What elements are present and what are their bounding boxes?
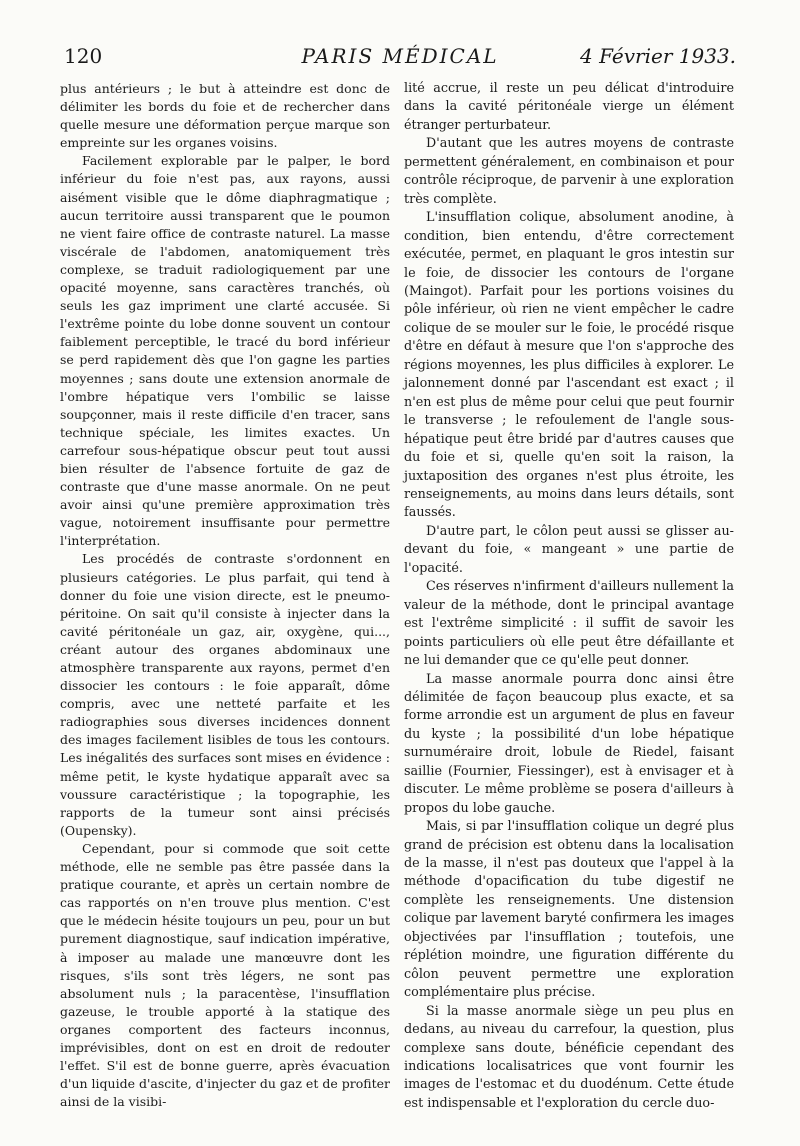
paragraph: Si la masse anormale siège un peu plus en dedans, au niveau du carrefour, la question, plus complexe sans doute, bénéficie cependant des indications localisatrices que vont fournir les images de l'estomac et du duodénum. Cette étude est indispensable et l'exploration du cercle duo- — [404, 1003, 734, 1111]
paragraph: Cependant, pour si commode que soit cette méthode, elle ne semble pas être passée dans la pratique courante, et après un certain nombre de cas rapportés on n'en trouve plus mention. C'est que le médecin hésite toujours un peu, pour un but purement diagnostique, sauf indication impérative, à imposer au malade une manœuvre dont les risques, s'ils sont très légers, ne sont pas absolument nuls ; la paracentèse, l'insufflation gazeuse, le trouble apporté à la statique des organes comportent des facteurs inconnus, imprévisibles, dont on est en droit de redouter l'effet. S'il est de bonne guerre, après évacuation d'un liquide d'ascite, d'injecter du gaz et de profiter ainsi de la visibi- — [60, 840, 390, 1110]
paragraph: lité accrue, il reste un peu délicat d'introduire dans la cavité péritonéale vierge un élément étranger perturbateur. — [404, 81, 734, 133]
paragraph: D'autant que les autres moyens de contraste permettent généralement, en combinaison et pour contrôle réciproque, de parvenir à une exploration très complète. — [404, 136, 734, 207]
paragraph: Mais, si par l'insufflation colique un degré plus grand de précision est obtenu dans la localisation de la masse, il n'est pas douteux que l'appel à la méthode d'opacification du tube digestif ne complète les renseignements. Une distension colique par lavement baryté confirmera les images objectivées par l'insufflation ; toutefois, une réplétion moindre, une figuration différente du côlon peuvent permettre une exploration complémentaire plus précise. — [404, 819, 734, 1001]
paragraph: La masse anormale pourra donc ainsi être délimitée de façon beaucoup plus exacte, et sa forme arrondie est un argument de plus en faveur du kyste ; la possibilité d'un lobe hépatique surnuméraire droit, lobule de Riedel, faisant saillie (Fournier, Fiessinger), est à envisager et à discuter. Le même problème se posera d'ailleurs à propos du lobe gauche. — [404, 671, 734, 816]
paragraph: plus antérieurs ; le but à atteindre est donc de délimiter les bords du foie et de rechercher dans quelle mesure une déformation perçue marque son empreinte sur les organes voisins. — [60, 81, 390, 151]
page-number: 120 — [64, 44, 103, 68]
paragraph: Facilement explorable par le palper, le bord inférieur du foie n'est pas, aux rayons, aussi aisément visible que le dôme diaphragmatique ; aucun territoire aussi transparent que le poumon ne vient faire office de contraste naturel. La masse viscérale de l'abdomen, anatomiquement très complexe, se traduit radiologiquement par une opacité moyenne, sans caractères tranchés, où seuls les gaz impriment une clarté accusée. Si l'extrême pointe du lobe donne souvent un contour faiblement perceptible, le tracé du bord inférieur se perd rapidement dès que l'on gagne les parties moyennes ; sans doute une extension anormale de l'ombre hépatique vers l'ombilic se laisse soupçonner, mais il reste difficile d'en tracer, sans technique spéciale, les limites exactes. Un carrefour sous-hépatique obscur peut tout aussi bien résulter de l'absence fortuite de gaz de contraste que d'une masse anormale. On ne peut avoir ainsi qu'une première approximation très vague, notoirement insuffisante pour permettre l'interprétation. — [60, 153, 390, 549]
paragraph: Les procédés de contraste s'ordonnent en plusieurs catégories. Le plus parfait, qui tend à donner du foie une vision directe, est le pneumo-péritoine. On sait qu'il consiste à injecter dans la cavité péritonéale un gaz, air, oxygène, qui..., créant autour des organes abdominaux une atmosphère transparente aux rayons, permet d'en dissocier les contours : le foie apparaît, dôme compris, avec une netteté parfaite et les radiographies sous diverses incidences donnent des images facilement lisibles de tous les contours. Les inégalités des surfaces sont mises en évidence : même petit, le kyste hydatique apparaît avec sa voussure caractéristique ; la topographie, les rapports de la tumeur sont ainsi précisés (Oupensky). — [60, 551, 390, 838]
journal-title: PARIS MÉDICAL — [301, 44, 499, 68]
left-column — [60, 80, 390, 1111]
issue-date: 4 Février 1933. — [580, 44, 736, 68]
paragraph: L'insufflation colique, absolument anodine, à condition, bien entendu, d'être correctement exécutée, permet, en plaquant le gros intestin sur le foie, de dissocier les contours de l'organe (Maingot). Parfait pour les portions voisines du pôle inférieur, où rien ne vient empêcher le cadre colique de se mouler sur le foie, le procédé risque d'être en défaut à mesure que l'on s'approche des régions moyennes, les plus difficiles à explorer. Le jalonnement donné par l'ascendant est exact ; il n'en est plus de même pour celui que peut fournir le transverse ; le refoulement de l'angle sous-hépatique peut être bridé par d'autres causes que du foie et si, quelle qu'en soit la raison, la juxtaposition des organes n'est plus étroite, les renseignements, au moins dans leurs détails, sont faussés. — [404, 210, 734, 521]
running-header — [64, 44, 736, 74]
paragraph: D'autre part, le côlon peut aussi se glisser au-devant du foie, « mangeant » une partie de l'opacité. — [404, 523, 734, 576]
right-column — [404, 80, 734, 1113]
paragraph: Ces réserves n'infirment d'ailleurs nullement la valeur de la méthode, dont le principal avantage est l'extrême simplicité : il suffit de savoir les points particuliers où elle peut être défaillante et ne lui demander que ce qu'elle peut donner. — [404, 579, 734, 669]
